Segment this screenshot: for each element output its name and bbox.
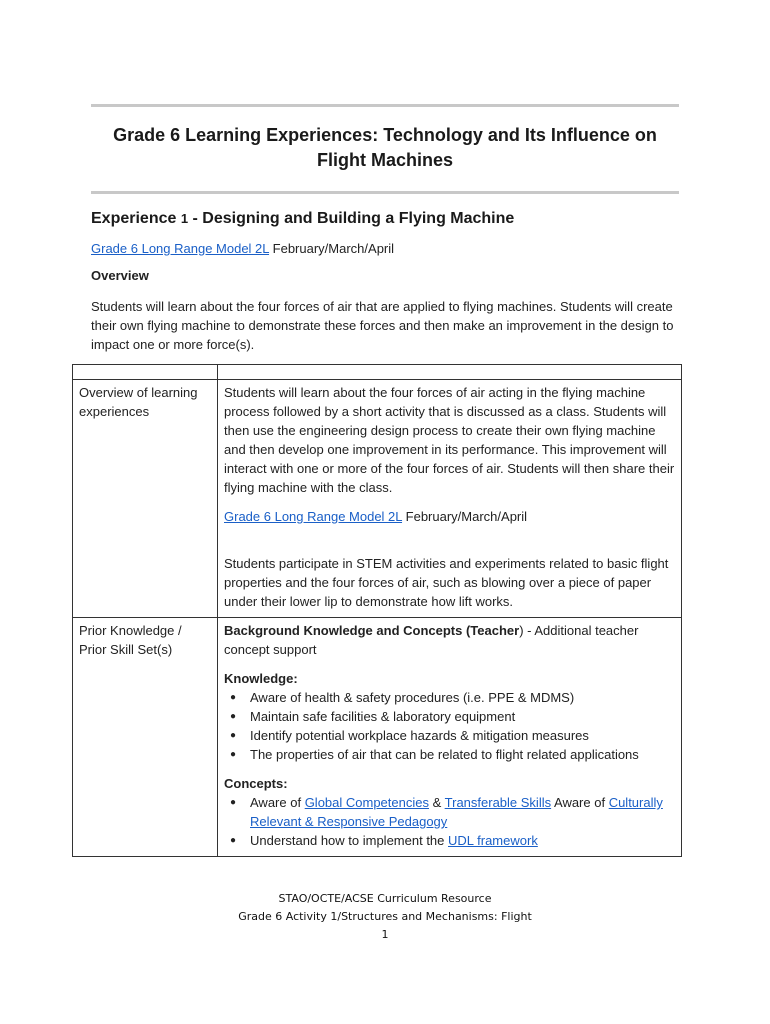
overview-paragraph: Students will learn about the four forces of air acting in the flying machine process followed by a short activity that is discussed as a class. Students will then use the engineering design process to create their own flying machine and then develop one improvement in its performance. This improvement will interact with one or more of the four forces of air. Students will then share their flying machine with the class. xyxy=(224,385,675,495)
bottom-divider xyxy=(91,191,679,194)
list-item: ● The properties of air that can be related to flight related applications xyxy=(250,745,675,764)
culturally-relevant-pedagogy-link[interactable]: Culturally Relevant & Responsive Pedagogy xyxy=(250,795,663,829)
footer-line-1: STAO/OCTE/ACSE Curriculum Resource xyxy=(278,892,492,905)
model-dates: February/March/April xyxy=(269,241,395,256)
stem-paragraph: Students participate in STEM activities and experiments related to basic flight properties and the four forces of air, such as blowing over a piece of paper under their lower lip to demonstrate how lift works. xyxy=(224,556,669,609)
model-line xyxy=(91,239,394,258)
list-item xyxy=(250,831,675,850)
experience-suffix: - Designing and Building a Flying Machine xyxy=(188,210,515,227)
experience-prefix: Experience xyxy=(91,210,181,227)
page-title xyxy=(91,123,679,173)
footer-line-2: Grade 6 Activity 1/Structures and Mechanisms: Flight xyxy=(238,910,532,923)
learning-table xyxy=(72,364,682,857)
background-knowledge-line xyxy=(224,621,675,659)
row-label-overview: Overview of learning experiences xyxy=(73,380,218,618)
row-label-prior-knowledge: Prior Knowledge / Prior Skill Set(s) xyxy=(73,618,218,857)
concepts-list xyxy=(224,793,675,850)
table-header-row xyxy=(73,365,682,380)
list-item: ● Maintain safe facilities & laboratory equipment xyxy=(250,707,675,726)
list-item: ● Aware of health & safety procedures (i.e. PPE & MDMS) xyxy=(250,688,675,707)
table-row xyxy=(73,618,682,857)
header-cell-1 xyxy=(73,365,218,380)
row-content-overview xyxy=(218,380,682,618)
row-content-prior-knowledge xyxy=(218,618,682,857)
transferable-skills-link[interactable]: Transferable Skills xyxy=(444,795,552,810)
list-item xyxy=(250,793,675,831)
top-divider xyxy=(91,104,679,107)
list-item: ● Identify potential workplace hazards & mitigation measures xyxy=(250,726,675,745)
concept-text: Understand how to implement the xyxy=(250,833,448,848)
overview-text: Students will learn about the four forces of air that are applied to flying machines. Students will create their own flying machine to demonstrate these forces and then make an improvement in the design to impact one or more force(s). xyxy=(91,299,674,352)
knowledge-list xyxy=(224,688,675,764)
concept-text: & xyxy=(428,795,445,810)
global-competencies-link[interactable]: Global Competencies xyxy=(304,795,429,810)
model-dates-table: February/March/April xyxy=(402,509,528,524)
udl-framework-link[interactable]: UDL framework xyxy=(448,833,538,848)
title-line-1: Grade 6 Learning Experiences: Technology and Its Influence on xyxy=(113,125,657,145)
background-rest: ) - Additional teacher concept support xyxy=(224,623,639,657)
model-line-table xyxy=(224,507,675,526)
header-cell-2 xyxy=(218,365,682,380)
concept-text: Aware of xyxy=(250,795,305,810)
background-bold: Background Knowledge and Concepts (Teacher xyxy=(224,623,520,638)
concepts-label: Concepts: xyxy=(224,776,288,791)
page-number: 1 xyxy=(381,928,389,941)
long-range-model-link-table[interactable]: Grade 6 Long Range Model 2L xyxy=(224,509,403,524)
concept-text: Aware of xyxy=(551,795,609,810)
experience-number: 1 xyxy=(180,211,189,226)
knowledge-label: Knowledge: xyxy=(224,671,298,686)
long-range-model-link[interactable]: Grade 6 Long Range Model 2L xyxy=(91,241,270,256)
overview-label: Overview xyxy=(91,268,149,283)
table-row xyxy=(73,380,682,618)
page-footer xyxy=(0,890,770,944)
title-line-2: Flight Machines xyxy=(316,150,453,170)
experience-heading xyxy=(91,210,514,228)
